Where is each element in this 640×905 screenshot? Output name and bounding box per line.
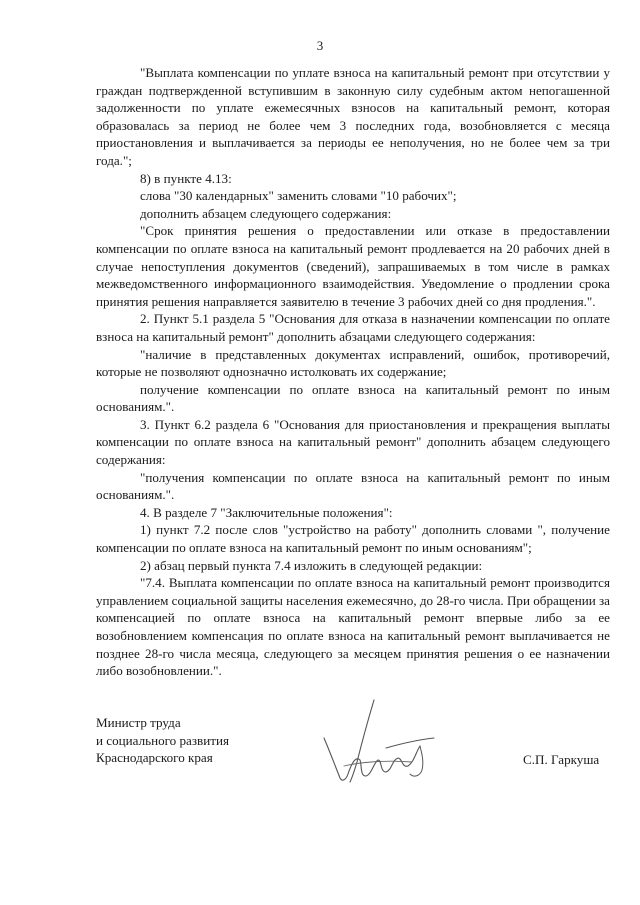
paragraph: слова "30 календарных" заменить словами "10 рабочих"; (140, 188, 457, 204)
handwritten-signature-icon (316, 690, 446, 795)
paragraph: "получения компенсации по оплате взноса на капитальный ремонт по иным основаниям.". (96, 469, 610, 503)
signatory-position (96, 714, 229, 767)
paragraph: "Выплата компенсации по уплате взноса на капитальный ремонт при отсутствии у граждан подтвержденной вступившим в законную силу судебным актом непогашенной задолженности по уплате ежемесячных взносов на капитальный ремонт, которая образовалась за период не более чем 3 последних года, возобновляется с месяца приостановления и выплачивается за периоды ее неполучения, но не более чем за три года."; (96, 65, 610, 168)
paragraph: получение компенсации по оплате взноса на капитальный ремонт по иным основаниям.". (96, 381, 610, 415)
paragraph: "7.4. Выплата компенсации по оплате взноса на капитальный ремонт производится управлением социальной защиты населения ежемесячно, до 28-го числа. При обращении за компенсацией по оплате взноса на капитальный ремонт впервые либо за ее возобновлением компенсация по оплате взноса на капитальный ремонт выплачивается не позднее 28-го числа месяца, следующего за месяцем принятия решения о ее назначении либо возобновлении.". (96, 575, 610, 679)
paragraph: "наличие в представленных документах исправлений, ошибок, противоречий, которые не позволяют однозначно истолковать их содержание; (96, 346, 610, 380)
paragraph: 3. Пункт 6.2 раздела 6 "Основания для приостановления и прекращения выплаты компенсации по оплате взноса на капитальный ремонт" дополнить абзацем следующего содержания: (96, 416, 610, 468)
paragraph: "Срок принятия решения о предоставлении или отказе в предоставлении компенсации по оплате взноса на капитальный ремонт продлевается на 20 рабочих дней в случае непоступления документов (сведений), запрашиваемых в том числе в рамках межведомственного информационного взаимодействия. Уведомление о продлении срока принятия решения направляется заявителю в течение 3 рабочих дней со дня продления.". (96, 223, 610, 309)
paragraph: 2) абзац первый пункта 7.4 изложить в следующей редакции: (140, 557, 483, 573)
paragraph: 2. Пункт 5.1 раздела 5 "Основания для отказа в назначении компенсации по оплате взноса на капитальный ремонт" дополнить абзацами следующего содержания: (96, 311, 610, 344)
signatory-position-line: Министр труда (96, 715, 181, 730)
signatory-name: С.П. Гаркуша (523, 752, 600, 767)
page-number: 3 (316, 38, 324, 53)
signatory-position-line: и социального развития (96, 732, 229, 748)
paragraph: 4. В разделе 7 "Заключительные положения": (140, 504, 393, 520)
document-body (96, 64, 610, 680)
paragraph: 8) в пункте 4.13: (140, 170, 232, 186)
paragraph: 1) пункт 7.2 после слов "устройство на работу" дополнить словами ", получение компенсации по оплате взноса на капитальный ремонт по иным основаниям"; (96, 522, 610, 556)
paragraph: дополнить абзацем следующего содержания: (140, 205, 392, 221)
signatory-position-line: Краснодарского края (96, 750, 213, 766)
